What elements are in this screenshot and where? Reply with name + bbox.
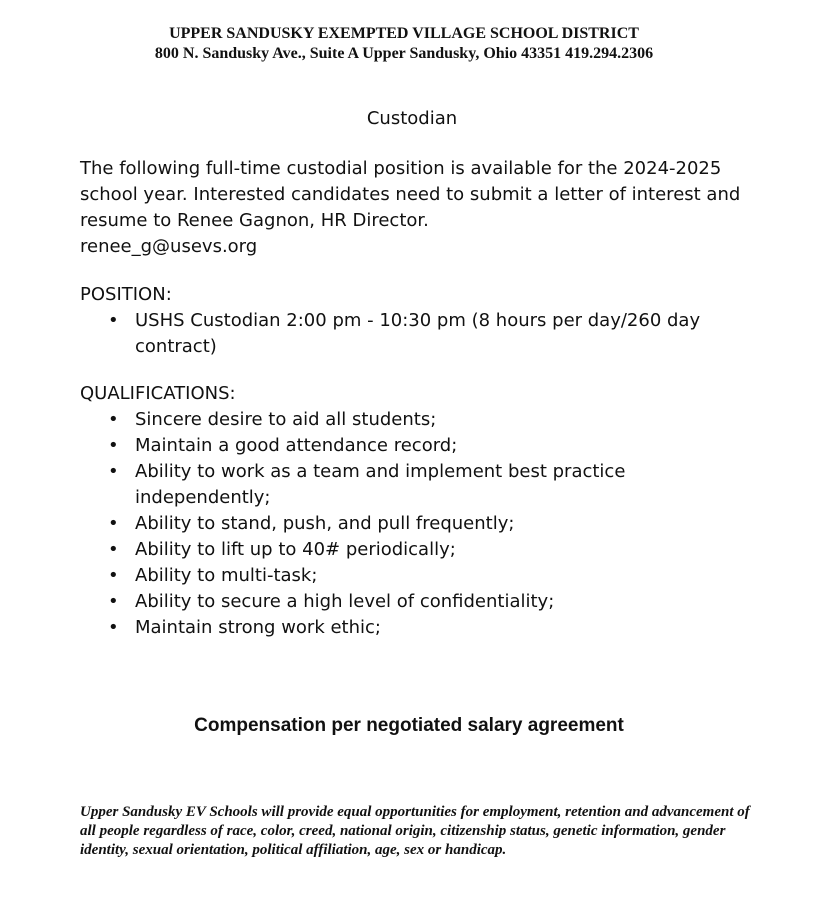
contact-email: renee_g@usevs.org	[80, 236, 258, 257]
list-item-text: Ability to secure a high level of confidentiality;	[135, 591, 555, 612]
qualifications-heading: QUALIFICATIONS:	[80, 383, 236, 404]
list-item-text: Ability to work as a team and implement best practice independently;	[135, 461, 626, 508]
district-address: 800 N. Sandusky Ave., Suite A Upper Sandusky, Ohio 43351 419.294.2306	[154, 45, 654, 62]
list-item	[80, 615, 740, 641]
list-item-text: Maintain strong work ethic;	[135, 617, 381, 638]
list-item-text: Sincere desire to aid all students;	[135, 409, 437, 430]
bullet-icon: •	[108, 539, 119, 560]
list-item-text: Ability to stand, push, and pull frequently;	[135, 513, 515, 534]
bullet-icon: •	[108, 617, 119, 638]
intro-text: The following full-time custodial position is available for the 2024-2025 school year. Interested candidates need to submit a letter of interest and resume to Renee Gagnon, HR Director.	[80, 158, 741, 231]
list-item-text: USHS Custodian 2:00 pm - 10:30 pm (8 hours per day/260 day contract)	[135, 310, 701, 357]
list-item	[80, 433, 740, 459]
qualifications-list	[80, 407, 740, 641]
bullet-icon: •	[108, 565, 119, 586]
page-title: Custodian	[366, 108, 458, 129]
list-item	[80, 459, 740, 511]
bullet-icon: •	[108, 409, 119, 430]
bullet-icon: •	[108, 513, 119, 534]
list-item	[80, 563, 740, 589]
bullet-icon: •	[108, 435, 119, 456]
bullet-icon: •	[108, 591, 119, 612]
list-item	[80, 511, 740, 537]
eeo-statement: Upper Sandusky EV Schools will provide equal opportunities for employment, retention and advancement of all people regardless of race, color, creed, national origin, citizenship status, genetic information, gender identity, sexual orientation, political affiliation, age, sex or handicap.	[80, 804, 750, 858]
bullet-icon: •	[108, 310, 119, 331]
letterhead	[0, 24, 808, 64]
list-item	[80, 407, 740, 433]
compensation-note: Compensation per negotiated salary agreement	[194, 715, 624, 736]
list-item-text: Maintain a good attendance record;	[135, 435, 458, 456]
list-item-text: Ability to multi-task;	[135, 565, 318, 586]
bullet-icon: •	[108, 461, 119, 482]
list-item	[80, 308, 740, 360]
position-heading: POSITION:	[80, 284, 172, 305]
list-item	[80, 589, 740, 615]
list-item-text: Ability to lift up to 40# periodically;	[135, 539, 456, 560]
district-name: UPPER SANDUSKY EXEMPTED VILLAGE SCHOOL DISTRICT	[169, 25, 639, 42]
intro-paragraph	[80, 156, 760, 260]
list-item	[80, 537, 740, 563]
position-list	[80, 308, 740, 360]
